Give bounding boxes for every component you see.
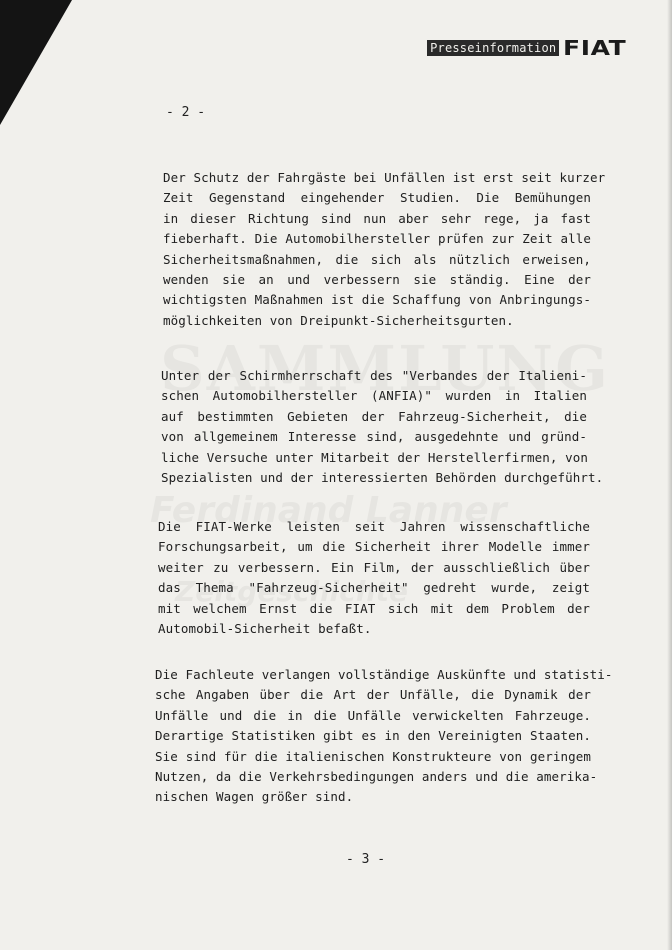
text-line: Spezialisten und der interessierten Behörden durchgeführt. <box>161 469 604 485</box>
paragraph-4 <box>155 665 613 808</box>
letterhead <box>427 38 632 58</box>
paragraph-2 <box>161 366 604 488</box>
scan-edge-shadow <box>667 0 672 950</box>
text-line: möglichkeiten von Dreipunkt-Sicherheitsgurten. <box>163 312 514 328</box>
text-line: Der Schutz der Fahrgäste bei Unfällen ist erst seit kurzer <box>163 170 606 185</box>
presseinformation-label: Presseinformation <box>427 40 559 56</box>
text-line: Die Fachleute verlangen vollständige Auskünfte und statisti- <box>155 667 613 682</box>
text-line: wichtigsten Maßnahmen ist die Schaffung von Anbringungs- <box>163 292 591 308</box>
text-line: nischen Wagen größer sind. <box>155 789 354 805</box>
paragraph-3 <box>158 517 590 639</box>
text-line: weiter zu verbessern. Ein Film, der ausschließlich über <box>158 559 590 575</box>
text-line: in dieser Richtung sind nun aber sehr rege, ja fast <box>163 210 591 226</box>
text-line: auf bestimmten Gebieten der Fahrzeug-Sicherheit, die <box>161 408 587 424</box>
text-line: Zeit Gegenstand eingehender Studien. Die Bemühungen <box>163 190 591 206</box>
text-line: Derartige Statistiken gibt es in den Vereinigten Staaten. <box>155 728 591 744</box>
text-line: das Thema "Fahrzeug-Sicherheit" gedreht wurde, zeigt <box>158 580 590 596</box>
text-line: Forschungsarbeit, um die Sicherheit ihrer Modelle immer <box>158 539 590 555</box>
text-line: Die FIAT-Werke leisten seit Jahren wissenschaftliche <box>158 519 590 534</box>
text-line: liche Versuche unter Mitarbeit der Herstellerfirmen, von <box>161 449 589 465</box>
scan-corner-shadow <box>0 0 72 125</box>
text-line: Automobil-Sicherheit befaßt. <box>158 620 372 636</box>
page-number-top: - 2 - <box>166 105 206 120</box>
page-number-bottom: - 3 - <box>346 852 386 867</box>
text-line: wenden sie an und verbessern sie ständig. Eine der <box>163 271 591 287</box>
text-line: mit welchem Ernst die FIAT sich mit dem Problem der <box>158 600 590 616</box>
text-line: von allgemeinem Interesse sind, ausgedehnte und gründ- <box>161 429 587 445</box>
text-line: schen Automobilhersteller (ANFIA)" wurden in Italien <box>161 388 587 404</box>
fiat-logo: FIAT <box>563 36 627 60</box>
text-line: Sie sind für die italienischen Konstrukteure von geringem <box>155 748 591 764</box>
text-line: Sicherheitsmaßnahmen, die sich als nützlich erweisen, <box>163 251 591 267</box>
text-line: sche Angaben über die Art der Unfälle, die Dynamik der <box>155 687 591 703</box>
paragraph-1 <box>163 168 606 331</box>
text-line: Unfälle und die in die Unfälle verwickelten Fahrzeuge. <box>155 707 591 723</box>
text-line: Nutzen, da die Verkehrsbedingungen anders und die amerika- <box>155 768 598 784</box>
text-line: fieberhaft. Die Automobilhersteller prüfen zur Zeit alle <box>163 231 591 247</box>
text-line: Unter der Schirmherrschaft des "Verbandes der Italieni- <box>161 368 587 383</box>
